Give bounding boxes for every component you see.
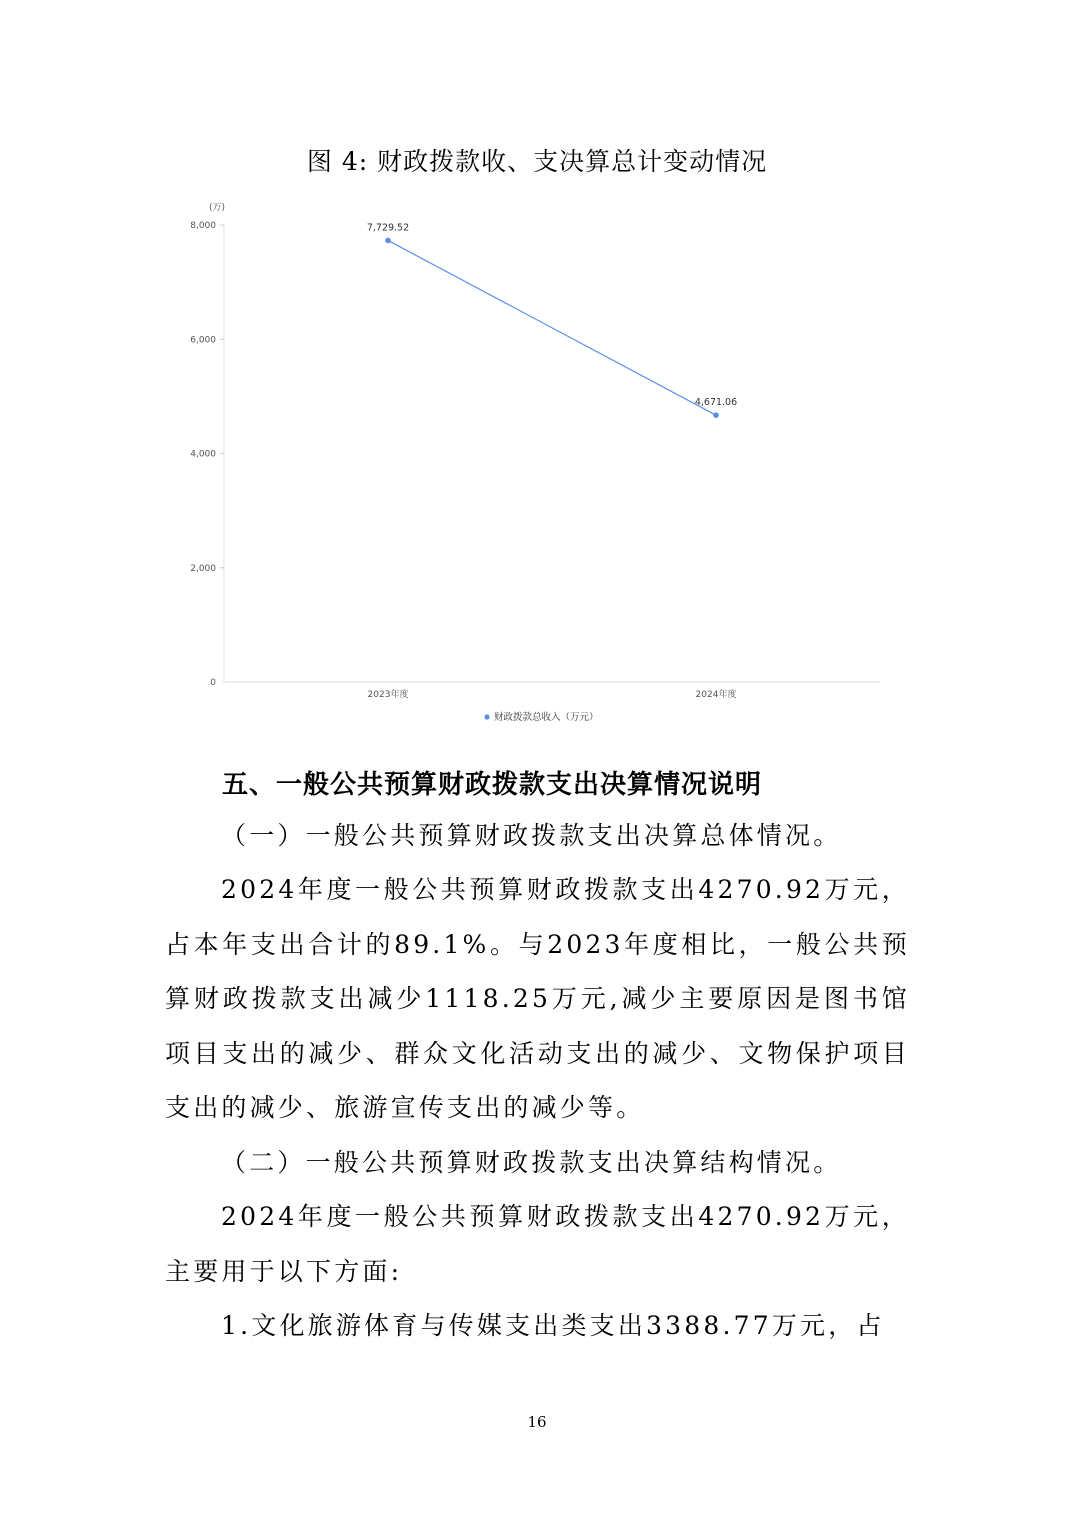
legend-label: 财政拨款总收入（万元） [494, 712, 599, 723]
y-tick-label: 2,000 [190, 563, 216, 574]
section-heading: 五、一般公共预算财政拨款支出决算情况说明 [222, 770, 763, 800]
list-item-culture: 1.文化旅游体育与传媒支出类支出3388.77万元，占 [221, 1311, 885, 1340]
legend-marker [484, 714, 489, 719]
y-unit-label: (万) [208, 203, 226, 213]
y-tick-label: 8,000 [190, 221, 216, 231]
subheading-overall: （一）一般公共预算财政拨款支出决算总体情况。 [221, 821, 842, 850]
figure-title: 图 4: 财政拨款收、支决算总计变动情况 [306, 147, 768, 176]
y-tick-label: 6,000 [190, 335, 216, 346]
line-chart [180, 195, 900, 735]
x-tick-label: 2024年度 [695, 690, 737, 700]
data-point [713, 412, 719, 418]
data-label: 4,671.06 [694, 397, 738, 409]
series-line [388, 240, 716, 415]
paragraph-structure: 2024年度一般公共预算财政拨款支出4270.92万元，主要用于以下方面: [165, 1202, 910, 1286]
paragraph-overall: 2024年度一般公共预算财政拨款支出4270.92万元，占本年支出合计的89.1%。与2023年度相比，一般公共预算财政拨款支出减少1118.25万元,减少主要原因是图书馆项目支出的减少、群众文化活动支出的减少、文物保护项目支出的减少、旅游宣传支出的减少等。 [165, 875, 910, 1122]
data-point [385, 238, 391, 244]
page-number: 16 [527, 1413, 547, 1431]
data-label: 7,729.52 [366, 222, 410, 234]
subheading-structure: （二）一般公共预算财政拨款支出决算结构情况。 [221, 1148, 842, 1177]
y-tick-label: 4,000 [190, 449, 216, 460]
x-tick-label: 2023年度 [367, 690, 409, 700]
y-tick-label: 0 [210, 678, 216, 688]
